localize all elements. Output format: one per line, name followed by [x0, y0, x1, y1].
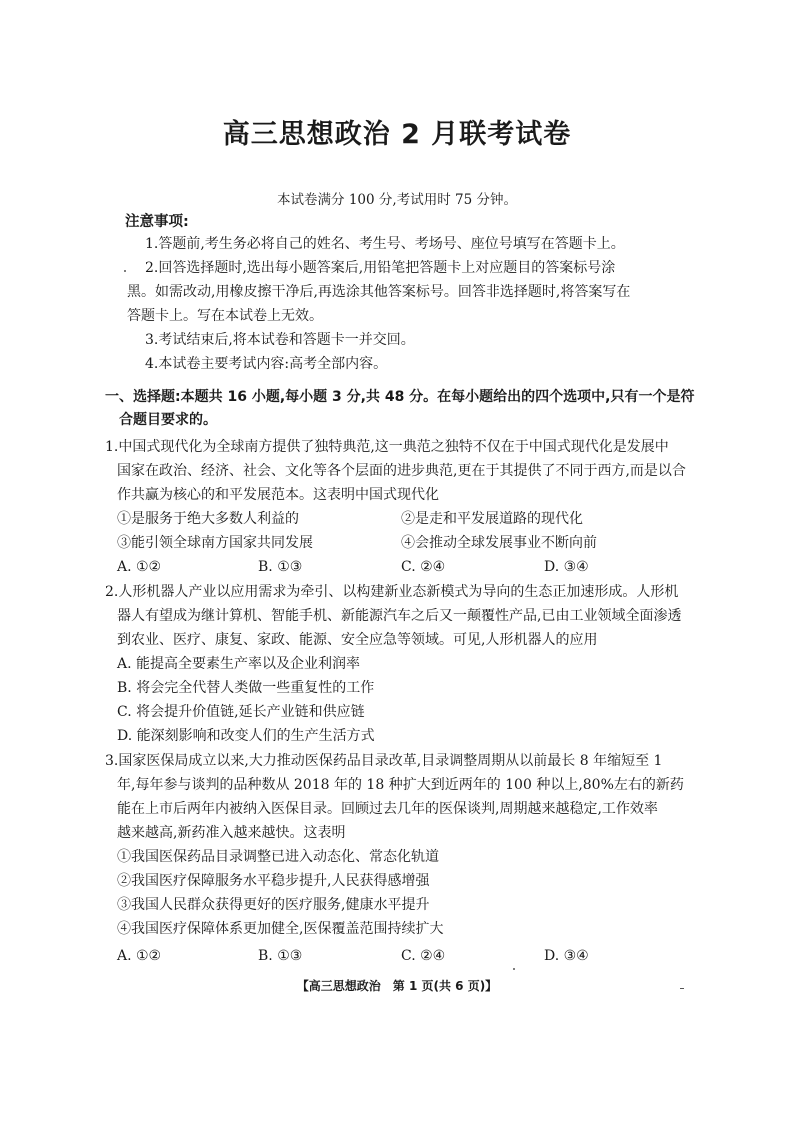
notice-line: 2.回答选择题时,选出每小题答案后,用铅笔把答题卡上对应题目的答案标号涂	[145, 260, 616, 276]
scan-speck	[513, 968, 515, 970]
notice-line: 3.考试结束后,将本试卷和答题卡一并交回。	[145, 332, 415, 348]
scan-speck	[124, 270, 126, 272]
question-2-option: C. 将会提升价值链,延长产业链和供应链	[117, 704, 365, 720]
question-2-stem: 器人有望成为继计算机、智能手机、新能源汽车之后又一颠覆性产品,已由工业领域全面渗透	[117, 608, 682, 624]
notice-line: 4.本试卷主要考试内容:高考全部内容。	[145, 356, 388, 372]
question-3-stem: 越来越高,新药准入越来越快。这表明	[117, 825, 346, 841]
question-3-option: B. ①③	[258, 948, 303, 964]
question-1-option: D. ③④	[544, 559, 589, 575]
question-1-statement: ①是服务于绝大多数人利益的	[117, 511, 299, 527]
question-3-option: A. ①②	[117, 948, 162, 964]
exam-title: 高三思想政治 2 月联考试卷	[222, 119, 572, 150]
notice-line: 黑。如需改动,用橡皮擦干净后,再选涂其他答案标号。回答非选择题时,将答案写在	[127, 284, 631, 300]
section-heading: 合题目要求的。	[119, 412, 217, 428]
question-1-stem: 作共赢为核心的和平发展范本。这表明中国式现代化	[117, 487, 439, 503]
question-2-option: A. 能提高全要素生产率以及企业利润率	[117, 656, 361, 672]
question-2-stem: 到农业、医疗、康复、家政、能源、安全应急等领域。可见,人形机器人的应用	[117, 632, 598, 648]
question-3-statement: ①我国医保药品目录调整已进入动态化、常态化轨道	[117, 849, 439, 865]
question-2-option: D. 能深刻影响和改变人们的生产生活方式	[117, 728, 375, 744]
question-1-statement: ②是走和平发展道路的现代化	[401, 511, 583, 527]
notice-line: 1.答题前,考生务必将自己的姓名、考生号、考场号、座位号填写在答题卡上。	[145, 236, 625, 252]
question-3-stem: 能在上市后两年内被纳入医保目录。回顾过去几年的医保谈判,周期越来越稳定,工作效率	[117, 801, 658, 817]
question-2-option: B. 将会完全代替人类做一些重复性的工作	[117, 680, 375, 696]
question-3-statement: ③我国人民群众获得更好的医疗服务,健康水平提升	[117, 897, 430, 913]
exam-subtitle: 本试卷满分 100 分,考试用时 75 分钟。	[277, 192, 517, 208]
question-1-stem: 1.中国式现代化为全球南方提供了独特典范,这一典范之独特不仅在于中国式现代化是发展中	[105, 439, 669, 455]
question-3-statement: ④我国医疗保障体系更加健全,医保覆盖范围持续扩大	[117, 921, 444, 937]
question-1-option: C. ②④	[401, 559, 446, 575]
question-3-option: D. ③④	[544, 948, 589, 964]
question-3-option: C. ②④	[401, 948, 446, 964]
page-footer: 【高三思想政治 第 1 页(共 6 页)】	[296, 979, 498, 993]
question-3-statement: ②我国医疗保障服务水平稳步提升,人民获得感增强	[117, 873, 430, 889]
question-2-stem: 2.人形机器人产业以应用需求为牵引、以构建新业态新模式为导向的生态正加速形成。人形机	[105, 584, 679, 600]
question-1-option: B. ①③	[258, 559, 303, 575]
question-1-stem: 国家在政治、经济、社会、文化等各个层面的进步典范,更在于其提供了不同于西方,而是以合	[117, 463, 686, 479]
question-1-statement: ③能引领全球南方国家共同发展	[117, 535, 313, 551]
question-3-stem: 3.国家医保局成立以来,大力推动医保药品目录改革,目录调整周期从以前最长 8 年缩短至 1	[105, 753, 663, 769]
notice-heading: 注意事项:	[125, 214, 189, 230]
question-3-stem: 年,每年参与谈判的品种数从 2018 年的 18 种扩大到近两年的 100 种以上,80%左右的新药	[117, 777, 684, 793]
question-1-option: A. ①②	[117, 559, 162, 575]
question-1-statement: ④会推动全球发展事业不断向前	[401, 535, 597, 551]
section-heading: 一、选择题:本题共 16 小题,每小题 3 分,共 48 分。在每小题给出的四个选项中,只有一个是符	[105, 389, 695, 405]
notice-line: 答题卡上。写在本试卷上无效。	[127, 308, 323, 324]
scan-speck	[680, 988, 684, 989]
